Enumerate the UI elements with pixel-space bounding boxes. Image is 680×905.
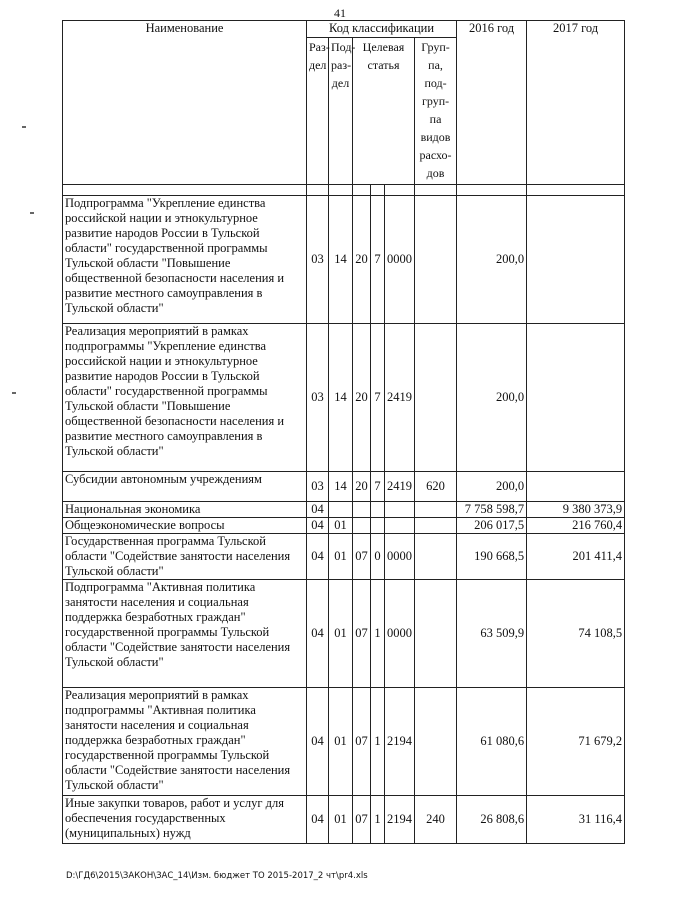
row-target-direction: 0000 (385, 196, 415, 324)
page-number: 41 (334, 6, 346, 20)
table-row (63, 580, 625, 688)
row-expense-group (415, 324, 457, 472)
row-target-subprogram: 7 (371, 324, 385, 472)
header-section: Раз- дел (307, 38, 329, 185)
row-subsection: 14 (329, 472, 353, 502)
row-target-program: 20 (353, 324, 371, 472)
row-subsection: 14 (329, 196, 353, 324)
table-row (63, 796, 625, 844)
row-subsection: 01 (329, 580, 353, 688)
header-expense-group: Груп- па, под- груп- па видов расхо- дов (415, 38, 457, 185)
row-target-program (353, 502, 371, 518)
margin-mark (12, 392, 16, 394)
row-target-program: 07 (353, 580, 371, 688)
row-expense-group: 620 (415, 472, 457, 502)
row-amount-2017: 201 411,4 (527, 534, 625, 580)
row-section: 03 (307, 324, 329, 472)
row-expense-group (415, 534, 457, 580)
row-amount-2017: 74 108,5 (527, 580, 625, 688)
row-section: 03 (307, 472, 329, 502)
row-amount-2017 (527, 324, 625, 472)
table-row (63, 688, 625, 796)
row-target-subprogram: 1 (371, 796, 385, 844)
row-name: Подпрограмма "Укрепление единства российской нации и этнокультурное развитие народов России в Тульской области" государственной программы Тульской области "Повышение общественной безопасности населения и развитие местного самоуправления в Тульской области" (63, 196, 307, 324)
row-amount-2016: 200,0 (457, 196, 527, 324)
row-subsection: 01 (329, 518, 353, 534)
table-body (63, 196, 625, 844)
row-expense-group (415, 502, 457, 518)
table-row (63, 324, 625, 472)
row-section: 04 (307, 796, 329, 844)
row-subsection: 01 (329, 796, 353, 844)
row-expense-group (415, 518, 457, 534)
row-name: Реализация мероприятий в рамках подпрограммы "Активная политика занятости населения и социальная поддержка безработных граждан" государственной программы Тульской области "Содействие занятости населения Тульской области" (63, 688, 307, 796)
row-target-subprogram (371, 518, 385, 534)
row-target-subprogram: 1 (371, 580, 385, 688)
row-target-subprogram (371, 502, 385, 518)
row-amount-2017: 9 380 373,9 (527, 502, 625, 518)
row-expense-group (415, 196, 457, 324)
row-target-direction: 0000 (385, 580, 415, 688)
budget-table (62, 20, 625, 844)
header-subsection: Под- раз- дел (329, 38, 353, 185)
row-name: Субсидии автономным учреждениям (63, 472, 307, 502)
row-amount-2016: 190 668,5 (457, 534, 527, 580)
header-target-article: Целевая статья (353, 38, 415, 185)
table-row (63, 534, 625, 580)
row-target-direction: 0000 (385, 534, 415, 580)
row-amount-2016: 63 509,9 (457, 580, 527, 688)
row-target-subprogram: 0 (371, 534, 385, 580)
row-target-program (353, 518, 371, 534)
row-section: 03 (307, 196, 329, 324)
row-expense-group (415, 580, 457, 688)
header-year-2016: 2016 год (457, 21, 527, 185)
row-amount-2016: 7 758 598,7 (457, 502, 527, 518)
row-subsection (329, 502, 353, 518)
row-name: Подпрограмма "Активная политика занятости населения и социальная поддержка безработных граждан" государственной программы Тульской области "Содействие занятости населения Тульской области" (63, 580, 307, 688)
row-target-direction: 2419 (385, 324, 415, 472)
row-target-program: 07 (353, 534, 371, 580)
row-amount-2016: 200,0 (457, 472, 527, 502)
header-year-2017: 2017 год (527, 21, 625, 185)
row-subsection: 01 (329, 534, 353, 580)
row-target-direction: 2194 (385, 796, 415, 844)
row-section: 04 (307, 502, 329, 518)
row-amount-2017 (527, 472, 625, 502)
row-target-direction (385, 502, 415, 518)
row-target-direction: 2419 (385, 472, 415, 502)
row-section: 04 (307, 688, 329, 796)
row-amount-2016: 61 080,6 (457, 688, 527, 796)
file-path-footer: D:\ГД6\2015\ЗАКОН\ЗАС_14\Изм. бюджет ТО 2015-2017_2 чт\pr4.xls (66, 871, 368, 881)
row-amount-2016: 206 017,5 (457, 518, 527, 534)
row-section: 04 (307, 518, 329, 534)
row-subsection: 01 (329, 688, 353, 796)
row-target-subprogram: 7 (371, 472, 385, 502)
header-name: Наименование (63, 21, 307, 185)
row-name: Национальная экономика (63, 502, 307, 518)
row-target-direction (385, 518, 415, 534)
row-amount-2017: 216 760,4 (527, 518, 625, 534)
row-subsection: 14 (329, 324, 353, 472)
header-code-group: Код классификации (307, 21, 457, 38)
row-section: 04 (307, 534, 329, 580)
row-expense-group (415, 688, 457, 796)
margin-mark (22, 126, 26, 128)
row-amount-2016: 26 808,6 (457, 796, 527, 844)
row-target-subprogram: 7 (371, 196, 385, 324)
row-target-program: 07 (353, 688, 371, 796)
table-header (63, 21, 625, 196)
row-name: Государственная программа Тульской области "Содействие занятости населения Тульской области" (63, 534, 307, 580)
row-name: Иные закупки товаров, работ и услуг для обеспечения государственных (муниципальных) нужд (63, 796, 307, 844)
row-target-program: 20 (353, 196, 371, 324)
row-amount-2017: 31 116,4 (527, 796, 625, 844)
row-target-subprogram: 1 (371, 688, 385, 796)
row-amount-2017: 71 679,2 (527, 688, 625, 796)
row-amount-2016: 200,0 (457, 324, 527, 472)
table-row (63, 472, 625, 502)
row-target-direction: 2194 (385, 688, 415, 796)
table-row (63, 196, 625, 324)
row-expense-group: 240 (415, 796, 457, 844)
row-target-program: 20 (353, 472, 371, 502)
row-amount-2017 (527, 196, 625, 324)
table-row (63, 502, 625, 518)
table-row (63, 518, 625, 534)
row-target-program: 07 (353, 796, 371, 844)
row-name: Общеэкономические вопросы (63, 518, 307, 534)
row-name: Реализация мероприятий в рамках подпрограммы "Укрепление единства российской нации и этнокультурное развитие народов России в Тульской области" государственной программы Тульской области "Повышение общественной безопасности населения и развитие местного самоуправления в Тульской области" (63, 324, 307, 472)
row-section: 04 (307, 580, 329, 688)
margin-mark (30, 212, 34, 214)
